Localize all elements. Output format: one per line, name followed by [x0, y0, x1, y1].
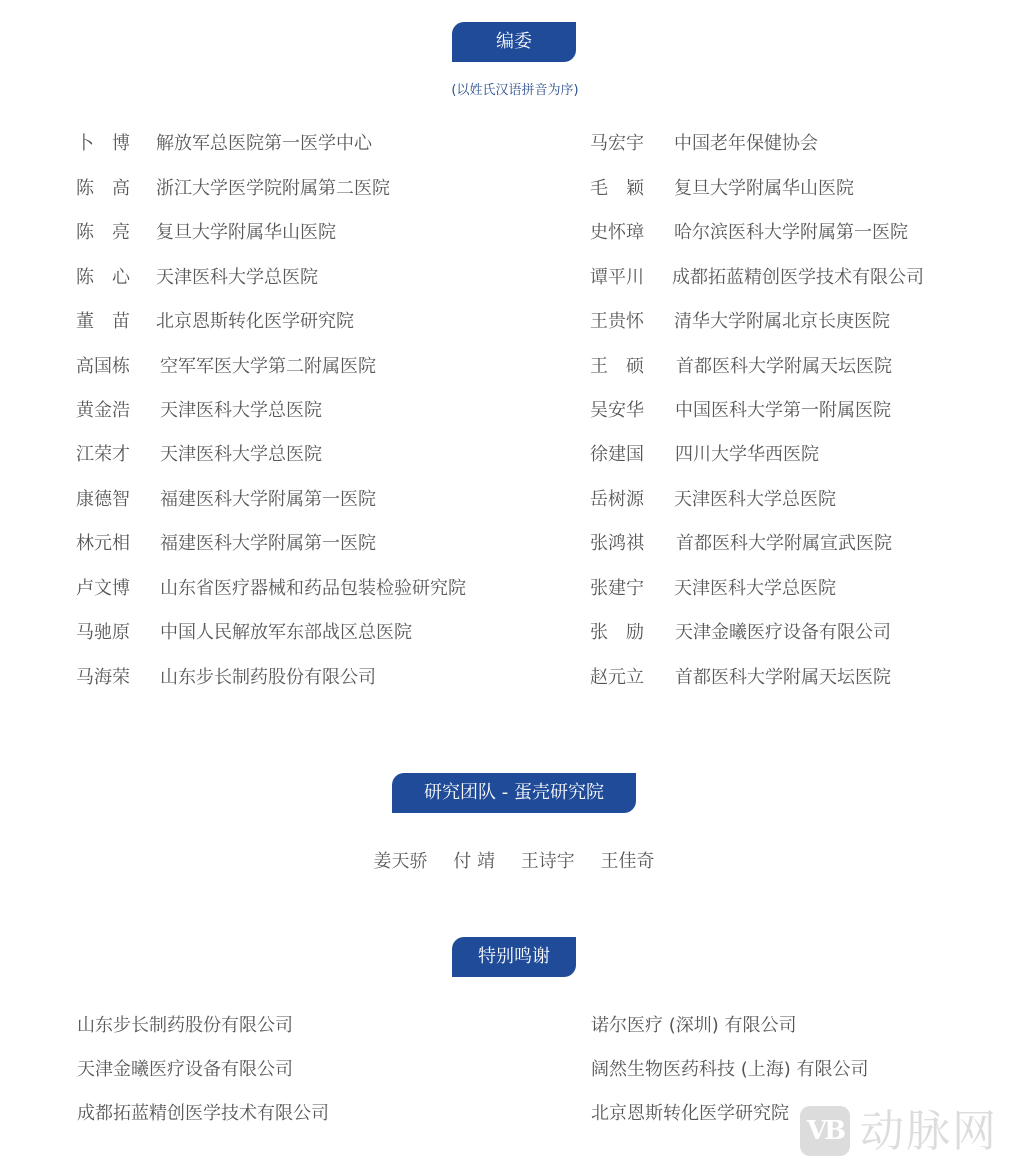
editor-org: 解放军总医院第一医学中心	[156, 133, 372, 154]
editor-name: 黄金浩	[76, 400, 130, 421]
thanks-item: 北京恩斯转化医学研究院	[591, 1103, 789, 1124]
editor-name: 马驰原	[76, 622, 130, 643]
editor-org: 首都医科大学附属宣武医院	[676, 533, 892, 554]
editor-name: 赵元立	[590, 667, 644, 688]
editor-org: 中国老年保健协会	[674, 133, 818, 154]
editor-name: 吴安华	[590, 400, 644, 421]
watermark-text: 动脉网	[860, 1106, 998, 1157]
editor-name: 毛 颖	[590, 178, 644, 199]
editor-org: 清华大学附属北京长庚医院	[674, 311, 890, 332]
team-member: 付 靖	[453, 851, 495, 872]
team-badge	[392, 773, 636, 813]
thanks-item: 天津金曦医疗设备有限公司	[77, 1059, 293, 1080]
editor-org: 四川大学华西医院	[675, 444, 819, 465]
editor-name: 张建宁	[590, 578, 644, 599]
editor-org: 复旦大学附属华山医院	[674, 178, 854, 199]
editor-org: 首都医科大学附属天坛医院	[675, 667, 891, 688]
editor-name: 陈 心	[76, 267, 130, 288]
editor-name: 张鸿祺	[590, 533, 644, 554]
editor-org: 福建医科大学附属第一医院	[160, 489, 376, 510]
editor-name: 谭平川	[590, 267, 644, 288]
thanks-item: 山东步长制药股份有限公司	[77, 1015, 293, 1036]
editor-org: 天津医科大学总医院	[156, 267, 318, 288]
thanks-item: 成都拓蓝精创医学技术有限公司	[77, 1103, 329, 1124]
editor-org: 天津医科大学总医院	[674, 578, 836, 599]
editor-org: 成都拓蓝精创医学技术有限公司	[672, 267, 924, 288]
sort-note: (以姓氏汉语拼音为序)	[451, 83, 579, 98]
team-members	[0, 849, 1009, 875]
editor-org: 天津医科大学总医院	[674, 489, 836, 510]
editor-name: 徐建国	[590, 444, 644, 465]
editor-name: 董 苗	[76, 311, 130, 332]
editor-name: 林元相	[76, 533, 130, 554]
editor-org: 浙江大学医学院附属第二医院	[156, 178, 390, 199]
editor-org: 山东步长制药股份有限公司	[160, 667, 376, 688]
editor-org: 首都医科大学附属天坛医院	[676, 356, 892, 377]
editor-org: 天津医科大学总医院	[160, 444, 322, 465]
editor-name: 岳树源	[590, 489, 644, 510]
editor-org: 复旦大学附属华山医院	[156, 222, 336, 243]
editor-name: 王贵怀	[590, 311, 644, 332]
editor-name: 王 硕	[590, 356, 644, 377]
editor-org: 中国人民解放军东部战区总医院	[160, 622, 412, 643]
editor-org: 空军军医大学第二附属医院	[160, 356, 376, 377]
editor-name: 陈 高	[76, 178, 130, 199]
editor-name: 高国栋	[76, 356, 130, 377]
editor-org: 山东省医疗器械和药品包装检验研究院	[160, 578, 466, 599]
team-member: 王佳奇	[600, 851, 655, 872]
editor-name: 卜 博	[76, 133, 130, 154]
editor-name: 陈 亮	[76, 222, 130, 243]
thanks-badge	[452, 937, 576, 977]
thanks-item: 诺尔医疗 (深圳) 有限公司	[591, 1015, 797, 1036]
team-member: 王诗宇	[520, 851, 575, 872]
editor-org: 哈尔滨医科大学附属第一医院	[674, 222, 908, 243]
editor-org: 天津金曦医疗设备有限公司	[675, 622, 891, 643]
editors-badge	[452, 22, 576, 62]
editor-name: 江荣才	[76, 444, 130, 465]
thanks-title: 特别鸣谢	[478, 946, 550, 967]
vb-logo-icon: VB	[800, 1106, 850, 1156]
team-member: 姜天骄	[373, 851, 428, 872]
editor-org: 北京恩斯转化医学研究院	[156, 311, 354, 332]
thanks-item: 阔然生物医药科技 (上海) 有限公司	[591, 1059, 869, 1080]
editor-org: 福建医科大学附属第一医院	[160, 533, 376, 554]
editor-org: 中国医科大学第一附属医院	[675, 400, 891, 421]
editor-name: 卢文博	[76, 578, 130, 599]
editors-title: 编委	[496, 31, 532, 52]
editor-name: 马宏宇	[590, 133, 644, 154]
editor-name: 史怀璋	[590, 222, 644, 243]
watermark	[800, 1104, 1005, 1160]
editor-name: 马海荣	[76, 667, 130, 688]
team-title: 研究团队 - 蛋壳研究院	[424, 782, 604, 803]
editor-org: 天津医科大学总医院	[160, 400, 322, 421]
editor-name: 张 励	[590, 622, 644, 643]
editor-name: 康德智	[76, 489, 130, 510]
